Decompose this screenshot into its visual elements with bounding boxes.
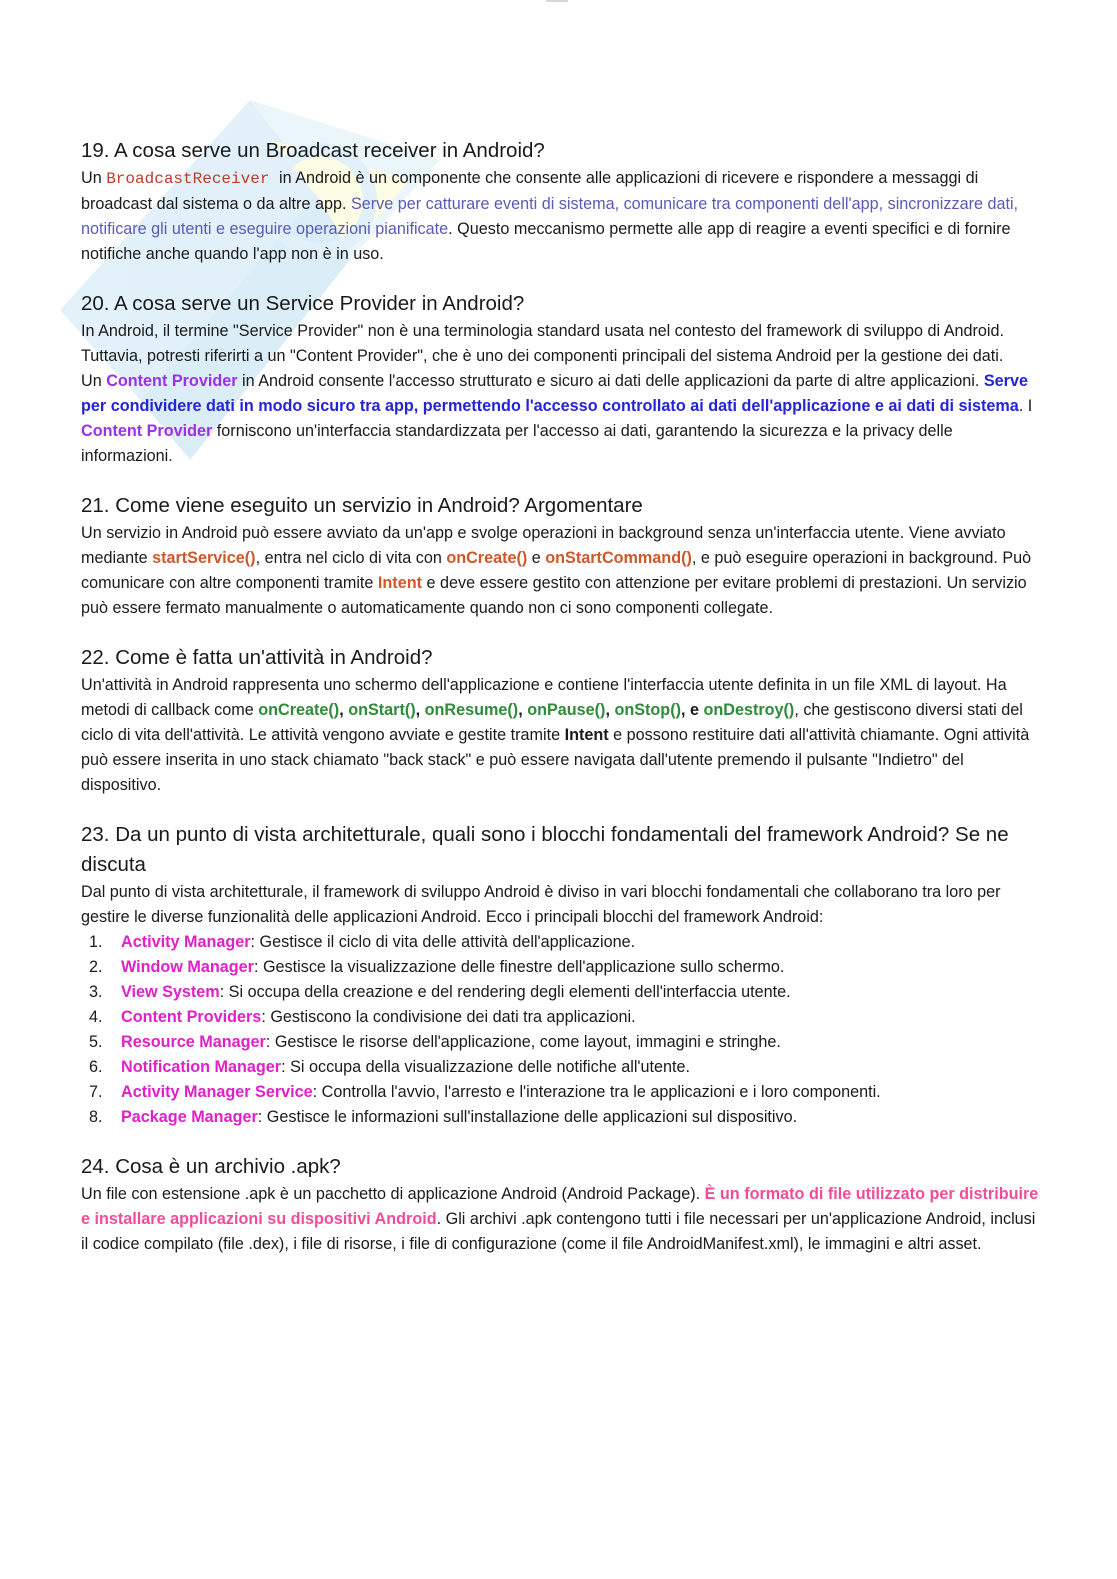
method-term: onStop() — [614, 701, 681, 719]
method-term: onStartCommand() — [545, 549, 692, 567]
list-item: 8. Package Manager: Gestisce le informazioni sull'installazione delle applicazioni sul dispositivo. — [89, 1108, 798, 1126]
method-term: Intent — [377, 574, 422, 592]
block-name: Notification Manager — [121, 1058, 282, 1076]
question-title: 20. A cosa serve un Service Provider in Android? — [81, 292, 525, 315]
question-21 — [81, 491, 1041, 621]
answer-paragraph: Dal punto di vista architetturale, il framework di sviluppo Android è diviso in vari blocchi fondamentali che collaborano tra loro per gestire le diverse funzionalità delle applicazioni Android. Ecco i principali blocchi del framework Android: — [81, 883, 1001, 926]
list-item: 3. View System: Si occupa della creazione e del rendering degli elementi dell'interfaccia utente. — [89, 983, 791, 1001]
question-24 — [81, 1152, 1041, 1257]
answer-paragraph: Un servizio in Android può essere avviato da un'app e svolge operazioni in background senza un'interfaccia utente. Viene avviato mediante startService(), entra nel ciclo di vita con onCreate() e onStartCommand(), e può eseguire operazioni in background. Può comunicare con altre componenti tramite Intent e deve essere gestito con attenzione per evitare problemi di prestazioni. Un servizio può essere fermato manualmente o automaticamente quando non ci sono componenti collegate. — [81, 524, 1032, 617]
code-term: BroadcastReceiver — [106, 170, 280, 188]
framework-blocks-list — [81, 930, 1041, 1130]
block-name: Package Manager — [121, 1108, 258, 1126]
method-term: onCreate() — [446, 549, 528, 567]
question-title: 24. Cosa è un archivio .apk? — [81, 1155, 341, 1178]
highlighted-text: Serve per catturare eventi di sistema, comunicare tra componenti dell'app, sincronizzare dati, notificare gli utenti e eseguire operazioni pianificate — [81, 195, 1019, 238]
method-term: onStart() — [348, 701, 416, 719]
list-item: 4. Content Providers: Gestiscono la condivisione dei dati tra applicazioni. — [89, 1008, 636, 1026]
question-title: 22. Come è fatta un'attività in Android? — [81, 646, 433, 669]
intent-term: Intent — [564, 726, 609, 744]
block-name: Window Manager — [121, 958, 254, 976]
page-top-mark — [546, 0, 568, 2]
question-title: 21. Come viene eseguito un servizio in Android? Argomentare — [81, 494, 643, 517]
question-19 — [81, 136, 1041, 267]
list-item: 7. Activity Manager Service: Controlla l'avvio, l'arresto e l'interazione tra le applicazioni e i loro componenti. — [89, 1083, 881, 1101]
question-20 — [81, 289, 1041, 469]
block-name: Activity Manager Service — [121, 1083, 313, 1101]
answer-paragraph: Un file con estensione .apk è un pacchetto di applicazione Android (Android Package). È un formato di file utilizzato per distribuire e installare applicazioni su dispositivi Android. Gli archivi .apk contengono tutti i file necessari per un'applicazione Android, inclusi il codice compilato (file .dex), i file di risorse, i file di configurazione (come il file AndroidManifest.xml), le immagini e altri asset. — [81, 1185, 1039, 1253]
list-item: 1. Activity Manager: Gestisce il ciclo di vita delle attività dell'applicazione. — [89, 933, 636, 951]
block-name: Content Providers — [121, 1008, 262, 1026]
term-content-provider: Content Provider — [106, 372, 238, 390]
method-term: onDestroy() — [703, 701, 795, 719]
list-item: 2. Window Manager: Gestisce la visualizzazione delle finestre dell'applicazione sullo schermo. — [89, 958, 785, 976]
method-term: onResume() — [424, 701, 519, 719]
question-title: 23. Da un punto di vista architetturale, quali sono i blocchi fondamentali del framework Android? Se ne discuta — [81, 823, 1009, 876]
term-content-provider: Content Provider — [81, 422, 213, 440]
answer-paragraph: Un BroadcastReceiver in Android è un componente che consente alle applicazioni di ricevere e rispondere a messaggi di broadcast dal sistema o da altre app. Serve per catturare eventi di sistema, comunicare tra componenti dell'app, sincronizzare dati, notificare gli utenti e eseguire operazioni pianificate. Questo meccanismo permette alle app di reagire a eventi specifici e di fornire notifiche anche quando l'app non è in uso. — [81, 169, 1019, 263]
list-item: 6. Notification Manager: Si occupa della visualizzazione delle notifiche all'utente. — [89, 1058, 691, 1076]
highlighted-text: Serve per condividere dati in modo sicuro tra app, permettendo l'accesso controllato ai dati dell'applicazione e ai dati di sistema — [81, 372, 1028, 415]
method-term: onCreate() — [258, 701, 340, 719]
answer-paragraph: In Android, il termine "Service Provider" non è una terminologia standard usata nel contesto del framework di sviluppo di Android. Tuttavia, potresti riferirti a un "Content Provider", che è uno dei componenti principali del sistema Android per la gestione dei dati. — [81, 322, 1004, 365]
method-term: onPause() — [527, 701, 606, 719]
block-name: Activity Manager — [121, 933, 251, 951]
question-title: 19. A cosa serve un Broadcast receiver in Android? — [81, 139, 545, 162]
answer-paragraph: Un'attività in Android rappresenta uno schermo dell'applicazione e contiene l'interfaccia utente definita in un file XML di layout. Ha metodi di callback come onCreate(), onStart(), onResume(), onPause(), onStop(), e onDestroy(), che gestiscono diversi stati del ciclo di vita dell'attività. Le attività vengono avviate e gestite tramite Intent e possono restituire dati all'attività chiamante. Ogni attività può essere inserita in uno stack chiamato "back stack" e può essere navigata dall'utente premendo il pulsante "Indietro" del dispositivo. — [81, 676, 1030, 794]
method-term: startService() — [152, 549, 256, 567]
answer-paragraph: Un Content Provider in Android consente l'accesso strutturato e sicuro ai dati delle applicazioni da parte di altre applicazioni. Serve per condividere dati in modo sicuro tra app, permettendo l'accesso controllato ai dati dell'applicazione e ai dati di sistema. I Content Provider forniscono un'interfaccia standardizzata per l'accesso ai dati, garantendo la sicurezza e la privacy delle informazioni. — [81, 372, 1033, 465]
question-22 — [81, 643, 1041, 798]
highlighted-text: È un formato di file utilizzato per distribuire e installare applicazioni su dispositivi Android — [81, 1185, 1039, 1228]
block-name: Resource Manager — [121, 1033, 266, 1051]
document-page — [81, 136, 1041, 1279]
question-23 — [81, 820, 1041, 1130]
list-item: 5. Resource Manager: Gestisce le risorse dell'applicazione, come layout, immagini e stringhe. — [89, 1033, 781, 1051]
block-name: View System — [121, 983, 220, 1001]
